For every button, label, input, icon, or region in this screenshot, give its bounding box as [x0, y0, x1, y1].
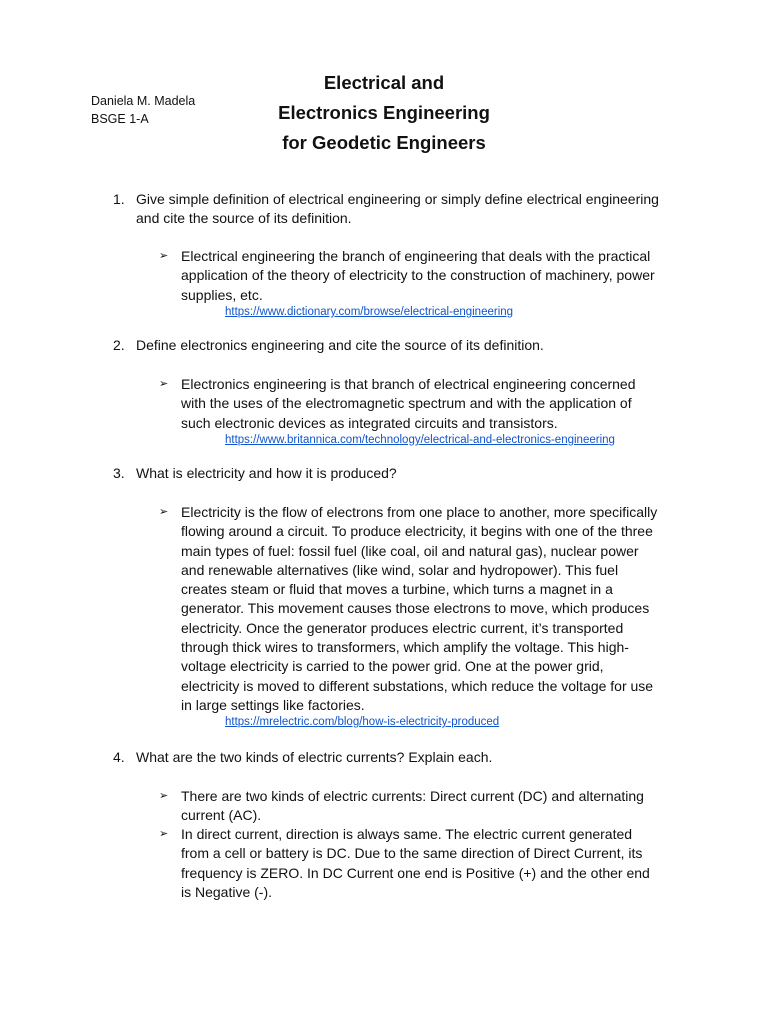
source-link[interactable]: https://mrelectric.com/blog/how-is-electricity-produced: [225, 716, 500, 728]
author-name: Daniela M. Madela: [91, 94, 196, 108]
arrow-bullet-icon: ➢: [159, 506, 169, 518]
arrow-bullet-icon: ➢: [159, 378, 169, 390]
question-number: 3.: [113, 465, 125, 481]
answer-text: In direct current, direction is always same. The electric current generated from a cell or battery is DC. Due to the same direction of Direct Current, its frequency is ZERO. In DC Current one end is Positive (+) and the other end is Negative (-).: [181, 826, 650, 900]
question-1: [113, 190, 673, 228]
question-4: [113, 748, 673, 767]
arrow-bullet-icon: ➢: [159, 250, 169, 262]
question-2: [113, 336, 673, 355]
question-3: [113, 464, 673, 483]
answer-bullet: [159, 825, 659, 902]
author-section: BSGE 1-A: [91, 112, 149, 126]
title-line-1: Electrical and: [323, 72, 445, 93]
document-title: [240, 68, 528, 158]
arrow-bullet-icon: ➢: [159, 790, 169, 802]
answer-bullet: [159, 787, 659, 826]
question-number: 2.: [113, 337, 125, 353]
answer-bullet: [159, 247, 659, 305]
question-text: Define electronics engineering and cite the source of its definition.: [136, 337, 544, 353]
title-line-2: Electronics Engineering: [278, 102, 490, 123]
title-line-3: for Geodetic Engineers: [282, 132, 486, 153]
answer-bullet: [159, 375, 659, 433]
answer-text: Electrical engineering the branch of engineering that deals with the practical application of the theory of electricity to the construction of machinery, power supplies, etc.: [181, 248, 655, 303]
question-text: Give simple definition of electrical engineering or simply define electrical engineering and cite the source of its definition.: [136, 191, 659, 226]
question-text: What are the two kinds of electric currents? Explain each.: [136, 749, 493, 765]
answer-bullet: [159, 503, 659, 715]
answer-text: Electronics engineering is that branch of electrical engineering concerned with the uses of the electromagnetic spectrum and with the application of such electronic devices as integrated circuits and transistors.: [181, 376, 636, 431]
source-link[interactable]: https://www.britannica.com/technology/electrical-and-electronics-engineering: [225, 434, 615, 446]
question-number: 1.: [113, 191, 125, 207]
question-number: 4.: [113, 749, 125, 765]
answer-text: There are two kinds of electric currents: Direct current (DC) and alternating current (AC).: [181, 788, 644, 824]
author-block: [91, 92, 195, 128]
source-link[interactable]: https://www.dictionary.com/browse/electrical-engineering: [225, 306, 514, 318]
question-text: What is electricity and how it is produced?: [136, 465, 397, 481]
arrow-bullet-icon: ➢: [159, 828, 169, 840]
answer-text: Electricity is the flow of electrons from one place to another, more specifically flowing around a circuit. To produce electricity, it begins with one of the three main types of fuel: fossil fuel (like coal, oil and natural gas), nuclear power and renewable alternatives (like wind, solar and hydropower). This fuel creates steam or fluid that moves a turbine, which turns a magnet in a generator. This movement causes those electrons to move, which produces electricity. Once the generator produces electric current, it’s transported through thick wires to transformers, which amplify the voltage. This high-voltage electricity is carried to the power grid. One at the power grid, electricity is moved to different substations, which reduce the voltage for use in large settings like factories.: [181, 504, 658, 713]
